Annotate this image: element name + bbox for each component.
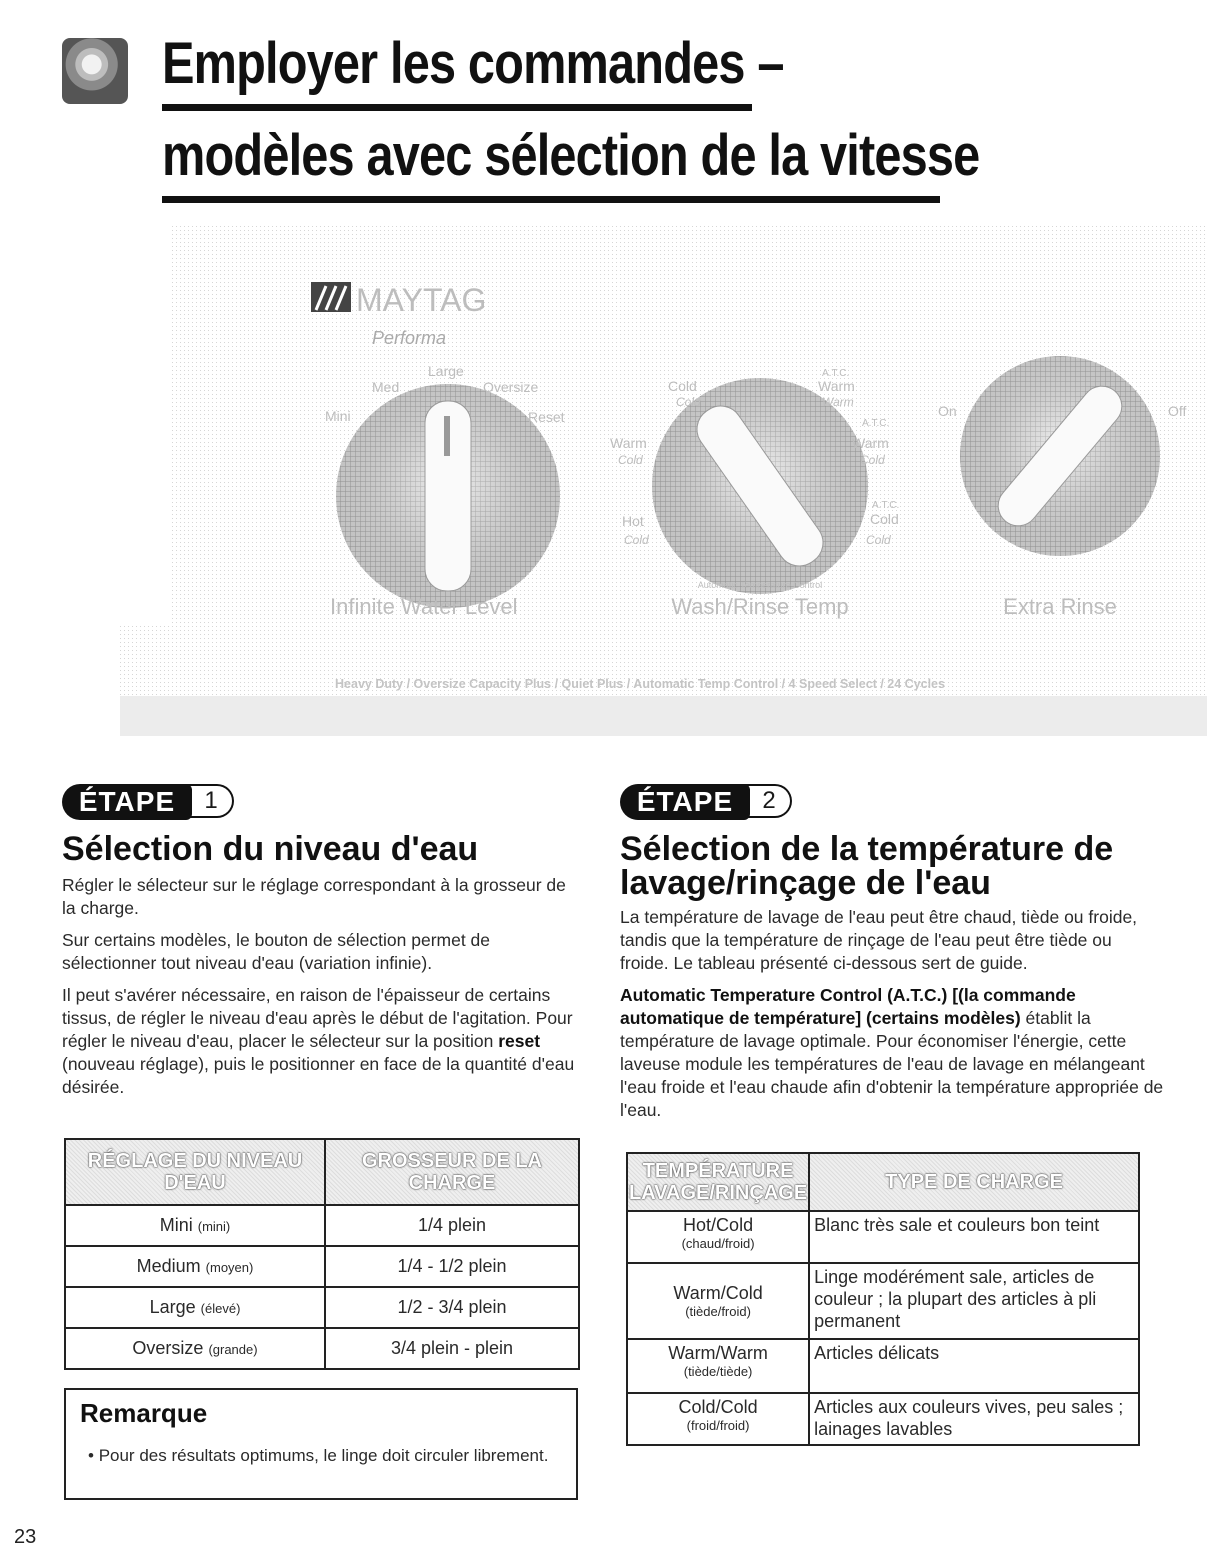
knob2-setting: Warm [852,435,889,451]
knob1-setting-med: Med [372,379,400,395]
cell-note: (élevé) [200,1301,241,1316]
bold-text-run: Automatic Temperature Control (A.T.C.) [(la commande automatique de température] (certains modèles) [620,985,1076,1028]
table-cell [627,1263,809,1339]
table-cell [627,1393,809,1445]
cell-note: (mini) [197,1219,231,1234]
knob2-setting: Warm [610,435,647,451]
knob1-label: Infinite Water Level [330,594,518,619]
knob2-setting-sub: Cold [866,533,891,547]
note-text: Pour des résultats optimums, le linge doit circuler librement. [98,1446,549,1465]
wash-rinse-temp-knob[interactable] [652,378,868,594]
cell-text: Mini [159,1215,193,1235]
note-body: • Pour des résultats optimums, le linge doit circuler librement. [88,1446,549,1465]
table-cell: Articles délicats [809,1339,1139,1393]
step-badge-number: 2 [738,784,792,818]
page-title-line1: Employer les commandes – [162,31,784,96]
step1-paragraph [62,984,582,1099]
table-row [65,1246,579,1287]
text-run: établit la température de lavage optimale. Pour économiser l'énergie, cette laveuse module les températures de l'eau de lavage en mélangeant l'eau froide et l'eau chaude afin d'obtenir la température appropriée de l'eau. [620,1008,1164,1120]
table-cell [65,1287,325,1328]
knob2-setting: Hot [622,513,644,529]
cell-note: (chaud/froid) [681,1236,755,1251]
table-cell [65,1246,325,1287]
step1-body [62,874,582,1108]
table-cell: 1/2 - 3/4 plein [325,1287,579,1328]
table-cell [627,1339,809,1393]
step-badge-number: 1 [180,784,234,818]
cell-text: Medium [136,1256,201,1276]
temperature-table [626,1152,1140,1446]
step2-paragraph [620,984,1165,1122]
knob1-setting-mini: Mini [325,408,351,424]
page-number: 23 [14,1526,37,1548]
table-row [627,1263,1139,1339]
knob2-setting: Cold [668,378,697,394]
cell-note: (moyen) [205,1260,254,1275]
knob2-setting-sub: Cold [624,533,649,547]
table-row [65,1328,579,1369]
features-line: Heavy Duty / Oversize Capacity Plus / Quiet Plus / Automatic Temp Control / 4 Speed Select / 24 Cycles [335,677,945,691]
knob3-setting-off: Off [1168,403,1187,419]
table-cell: 1/4 - 1/2 plein [325,1246,579,1287]
page-title-line2: modèles avec sélection de la vitesse [162,123,980,188]
knob2-setting-sub: Warm [822,395,854,409]
knob2-setting-sub: Cold [618,453,643,467]
table-cell: 1/4 plein [325,1205,579,1246]
text-run: Il peut s'avérer nécessaire, en raison de l'épaisseur de certains tissus, de régler le niveau d'eau après le début de l'agitation. Pour régler le niveau d'eau, placer le sélecteur sur la position [62,985,573,1051]
knob2-setting: A.T.C. [822,368,850,379]
step-badge-label: ÉTAPE [620,784,750,820]
table-cell: Articles aux couleurs vives, peu sales ; lainages lavables [809,1393,1139,1445]
knob2-setting: Cold [870,511,899,527]
bold-text-run: reset [498,1031,541,1051]
knob1-setting-reset: Reset [528,409,565,425]
control-panel-illustration [0,226,1207,736]
cell-text: Hot/Cold [683,1215,754,1235]
table-cell [65,1328,325,1369]
water-level-table [64,1138,580,1370]
table-cell: Blanc très sale et couleurs bon teint [809,1211,1139,1263]
table-row [627,1393,1139,1445]
text-run: (nouveau réglage), puis le positionner en face de la quantité d'eau désirée. [62,1054,575,1097]
knob3-setting-on: On [938,403,957,419]
title-rule [162,104,752,111]
table-cell [65,1205,325,1246]
step1-heading: Sélection du niveau d'eau [62,830,479,868]
maytag-logo [311,282,351,312]
cell-text: Cold/Cold [678,1397,758,1417]
cell-text: Oversize [132,1338,204,1358]
table-row [65,1287,579,1328]
knob2-setting-sub: Cold [676,395,701,409]
knob2-sublabel: Automatic Temperature Control [697,580,823,590]
table-cell: Linge modérément sale, articles de couleur ; la plupart des articles à pli permanent [809,1263,1139,1339]
note-box [64,1388,578,1500]
table-row [627,1339,1139,1393]
step1-paragraph: Régler le sélecteur sur le réglage correspondant à la grosseur de la charge. [62,875,566,918]
table-header-cell: TEMPÉRATURE LAVAGE/RINÇAGE [627,1153,809,1211]
knob2-setting-sub: Cold [860,453,885,467]
water-level-knob[interactable] [336,384,560,608]
table-header-row [65,1139,579,1205]
table-row [65,1205,579,1246]
knob2-label: Wash/Rinse Temp [671,594,849,619]
step2-heading: Sélection de la température de lavage/rinçage de l'eau [620,830,1114,902]
table-cell: 3/4 plein - plein [325,1328,579,1369]
table-row [627,1211,1139,1263]
cell-text: Warm/Cold [673,1283,763,1303]
brand-subname: Performa [372,328,447,348]
step2-paragraph: La température de lavage de l'eau peut être chaud, tiède ou froide, tandis que la température de rinçage de l'eau peut être tiède ou froide. Le tableau présenté ci-dessous sert de guide. [620,907,1138,973]
title-rule [162,196,940,203]
cell-note: (tiède/froid) [685,1304,751,1319]
knob1-setting-oversize: Oversize [483,379,539,395]
knob2-setting: A.T.C. [862,418,890,429]
extra-rinse-knob[interactable] [960,356,1160,556]
table-header-row [627,1153,1139,1211]
table-header-cell: TYPE DE CHARGE [809,1153,1139,1211]
table-header-cell: RÉGLAGE DU NIVEAU D'EAU [65,1139,325,1205]
cell-note: (tiède/tiède) [683,1364,753,1379]
knob1-setting-large: Large [428,363,464,379]
table-header-cell: GROSSEUR DE LA CHARGE [325,1139,579,1205]
table-cell [627,1211,809,1263]
step-badge-1 [62,784,242,820]
dial-icon [62,38,128,104]
step-badge-2 [620,784,800,820]
step2-body [620,906,1165,1131]
step-badge-label: ÉTAPE [62,784,192,820]
step1-paragraph: Sur certains modèles, le bouton de sélection permet de sélectionner tout niveau d'eau (variation infinie). [62,930,491,973]
brand-name: MAYTAG [356,282,487,318]
knob3-label: Extra Rinse [1003,594,1117,619]
knob2-setting: Warm [818,378,855,394]
knob2-setting: A.T.C. [872,500,900,511]
note-heading: Remarque [80,1398,208,1428]
cell-note: (grande) [208,1342,258,1357]
cell-note: (froid/froid) [686,1418,750,1433]
cell-text: Large [149,1297,196,1317]
cell-text: Warm/Warm [668,1343,768,1363]
